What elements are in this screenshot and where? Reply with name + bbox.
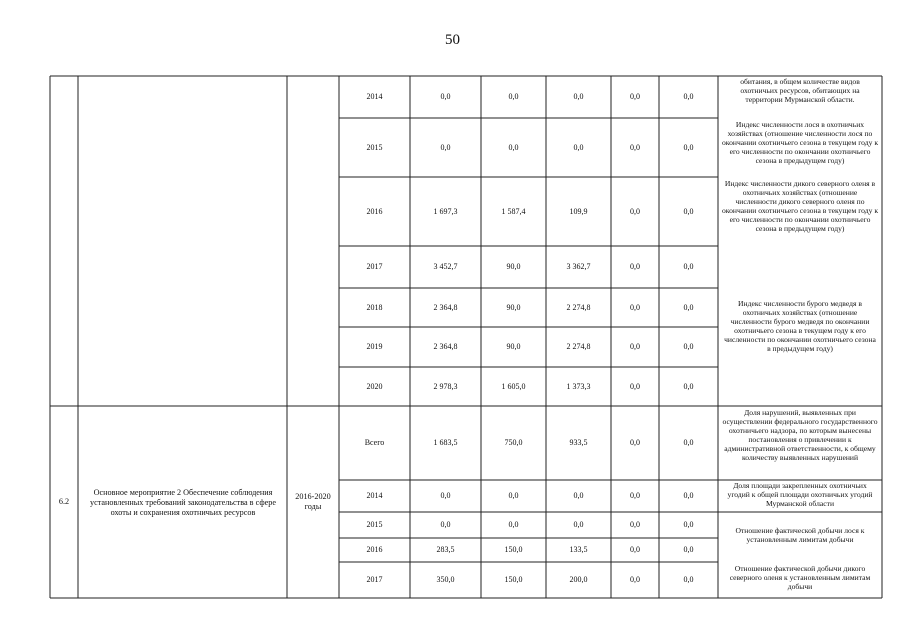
value-cell: 0,0 — [683, 438, 694, 447]
value-cell: 0,0 — [683, 142, 694, 152]
value-cell: 0,0 — [573, 491, 584, 500]
value-cell: 0,0 — [683, 302, 694, 312]
year-cell: 2014 — [366, 491, 383, 500]
value-cell: 0,0 — [683, 381, 694, 391]
total-cell: 1 697,3 — [433, 206, 458, 216]
indicator-text: Индекс численности бурого медведя в охотничьих хозяйствах (отношение численности бурого медведя по окончании охотничьего сезона в текущем году к его численности по окончании охотничьего сезона в предыдущем году) — [724, 299, 876, 353]
value-cell: 0,0 — [630, 206, 640, 216]
year-cell: 2015 — [366, 142, 383, 152]
year-cell: 2016 — [366, 545, 383, 554]
value-cell: 0,0 — [683, 491, 694, 500]
value-cell: 0,0 — [630, 438, 640, 447]
value-cell: 0,0 — [630, 302, 640, 312]
value-cell: 0,0 — [630, 381, 640, 391]
total-cell: 2 364,8 — [433, 342, 458, 351]
value-cell: 0,0 — [683, 206, 694, 216]
total-cell: 3 452,7 — [433, 262, 458, 271]
value-cell: 0,0 — [630, 142, 640, 152]
value-cell: 0,0 — [683, 92, 694, 101]
value-cell: 2 274,8 — [566, 342, 591, 351]
value-cell: 1 373,3 — [566, 381, 591, 391]
value-cell: 2 274,8 — [566, 302, 591, 312]
value-cell: 90,0 — [506, 302, 521, 312]
value-cell: 0,0 — [630, 342, 640, 351]
value-cell: 933,5 — [569, 438, 588, 447]
total-cell: 283,5 — [436, 545, 455, 554]
value-cell: 0,0 — [630, 575, 640, 584]
activity-period: 2016-2020 годы — [295, 492, 331, 511]
value-cell: 0,0 — [683, 520, 694, 529]
value-cell: 0,0 — [630, 520, 640, 529]
value-cell: 0,0 — [683, 262, 694, 271]
year-cell: 2019 — [366, 342, 383, 351]
value-cell: 0,0 — [630, 262, 640, 271]
total-cell: 2 364,8 — [433, 302, 458, 312]
value-cell: 90,0 — [506, 262, 521, 271]
value-cell: 0,0 — [573, 520, 584, 529]
total-cell: 0,0 — [440, 520, 451, 529]
value-cell: 1 587,4 — [501, 206, 526, 216]
year-cell: 2017 — [366, 262, 383, 271]
year-cell: 2020 — [366, 381, 383, 391]
value-cell: 200,0 — [569, 575, 588, 584]
indicator-text: Отношение фактической добычи лося к установленным лимитам добычи — [735, 526, 865, 544]
value-cell: 0,0 — [508, 142, 519, 152]
year-cell: 2015 — [366, 520, 383, 529]
value-cell: 90,0 — [506, 342, 521, 351]
value-cell: 0,0 — [630, 491, 640, 500]
year-cell: 2017 — [366, 575, 383, 584]
year-cell: 2016 — [366, 206, 383, 216]
total-cell: 0,0 — [440, 142, 451, 152]
value-cell: 0,0 — [508, 520, 519, 529]
value-cell: 150,0 — [504, 545, 523, 554]
activity-name: Основное мероприятие 2 Обеспечение соблюдения установленных требований законодательства в сфере охоты и сохранения охотничьих ресурсов — [90, 488, 276, 517]
value-cell: 150,0 — [504, 575, 523, 584]
indicator-text: Отношение фактической добычи дикого северного оленя к установленным лимитам добычи — [729, 564, 871, 591]
value-cell: 133,5 — [569, 545, 588, 554]
total-cell: 0,0 — [440, 92, 451, 101]
value-cell: 0,0 — [508, 491, 519, 500]
row-number: 6.2 — [58, 497, 70, 506]
page-number: 50 — [445, 32, 460, 48]
value-cell: 0,0 — [573, 142, 584, 152]
value-cell: 750,0 — [504, 438, 523, 447]
value-cell: 3 362,7 — [566, 262, 591, 271]
indicator-text: Индекс численности лося в охотничьих хозяйствах (отношение численности лося по окончании охотничьего сезона в текущем году к его численности по окончании охотничьего сезона в предыдущем году) — [722, 120, 879, 165]
value-cell: 0,0 — [683, 545, 694, 554]
year-cell: 2018 — [366, 302, 383, 312]
value-cell: 109,9 — [569, 206, 588, 216]
total-cell: 1 683,5 — [433, 438, 458, 447]
value-cell: 1 605,0 — [501, 381, 526, 391]
indicator-text: Индекс численности дикого северного оленя в охотничьих хозяйствах (отношение численности дикого северного оленя по окончании охотничьего сезона в текущем году к его численности по окончании охотничьего сезона в предыдущем году) — [722, 179, 879, 233]
value-cell: 0,0 — [508, 92, 519, 101]
value-cell: 0,0 — [683, 575, 694, 584]
year-cell: Всего — [364, 438, 385, 447]
total-cell: 2 978,3 — [433, 381, 458, 391]
year-cell: 2014 — [366, 92, 383, 101]
value-cell: 0,0 — [630, 92, 640, 101]
value-cell: 0,0 — [683, 342, 694, 351]
indicator-text: обитания, в общем количестве видов охотничьих ресурсов, обитающих на территории Мурманской области. — [740, 77, 860, 104]
total-cell: 350,0 — [436, 575, 455, 584]
value-cell: 0,0 — [630, 545, 640, 554]
indicator-text: Доля нарушений, выявленных при осуществлении федерального государственного охотничьего надзора, по которым вынесены постановления о привлечении к административной ответственности, к общему количеству выявленных нарушений — [722, 408, 878, 462]
value-cell: 0,0 — [573, 92, 584, 101]
indicator-text: Доля площади закрепленных охотничьих угодий к общей площади охотничьих угодий Мурманской области — [727, 481, 873, 508]
total-cell: 0,0 — [440, 491, 451, 500]
